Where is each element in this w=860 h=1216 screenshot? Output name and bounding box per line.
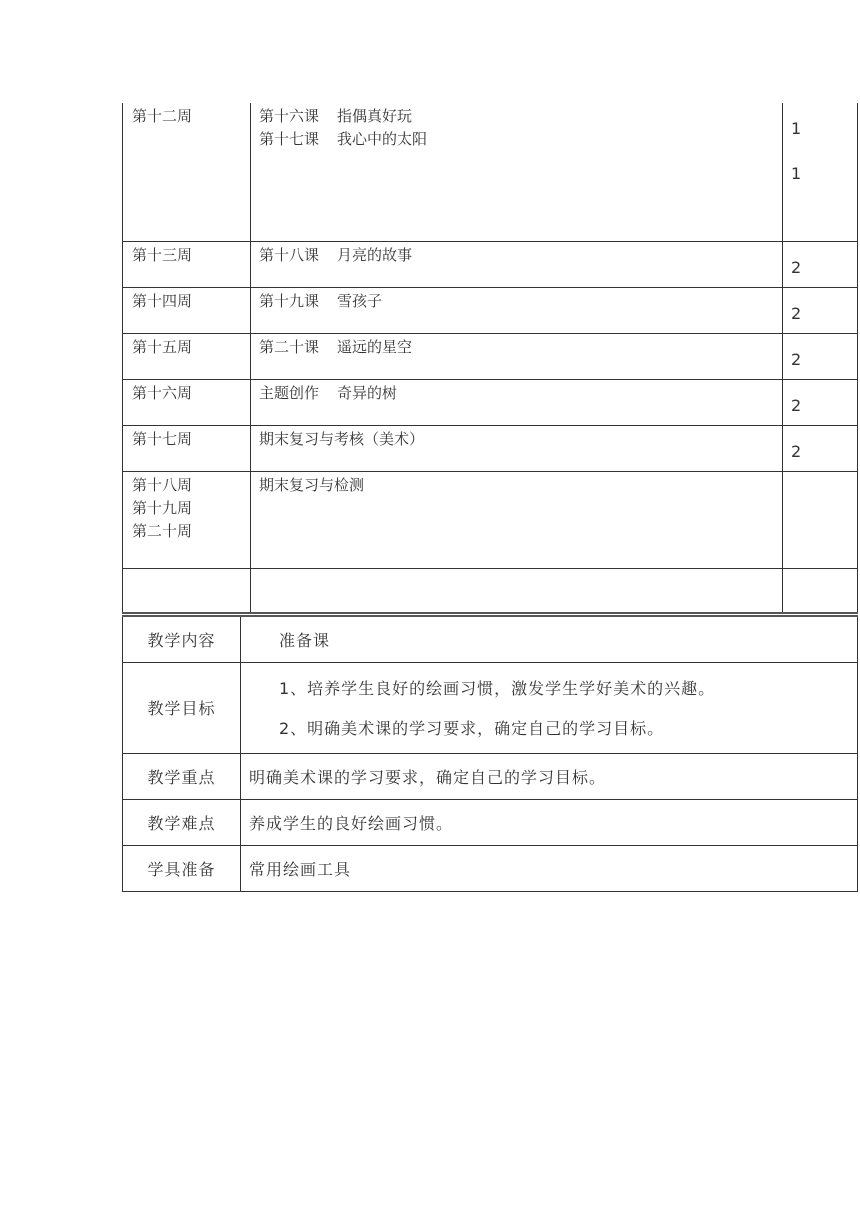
goals-label: 教学目标: [123, 662, 241, 753]
lesson-title: 奇异的树: [337, 383, 398, 402]
lesson-title: 指偶真好玩: [337, 107, 413, 125]
schedule-body: [123, 103, 858, 613]
week-label: 第十三周: [132, 245, 193, 264]
week-cell: [123, 103, 251, 241]
schedule-row: [123, 103, 858, 241]
hours-value: 1: [791, 119, 802, 138]
week-cell: [123, 379, 251, 425]
lesson-line: [259, 336, 782, 359]
week-cell: [123, 471, 251, 568]
lesson-line: [259, 428, 782, 451]
goal-item: 2、明确美术课的学习要求，确定自己的学习目标。: [279, 719, 665, 738]
lesson-number: 第十八课: [259, 245, 320, 264]
lesson-plan-table: [122, 615, 858, 892]
lesson-cell: [251, 103, 783, 241]
lesson-number: 期末复习与检测: [259, 475, 365, 494]
lesson-title: 我心中的太阳: [337, 130, 428, 148]
plan-row-tools: [123, 845, 858, 891]
lesson-cell: [251, 471, 783, 568]
goals-cell: [241, 662, 858, 753]
lesson-cell: [251, 333, 783, 379]
lesson-number: 第十九课: [259, 291, 320, 310]
goal-item: 1、培养学生良好的绘画习惯，激发学生学好美术的兴趣。: [279, 679, 716, 698]
key-label: 教学重点: [123, 753, 241, 799]
key-value: 明确美术课的学习要求，确定自己的学习目标。: [241, 753, 858, 799]
hours-value: 2: [791, 441, 802, 461]
week-cell: [123, 333, 251, 379]
hours-cell: [783, 241, 858, 287]
lesson-line: [259, 382, 782, 405]
hours-value: 2: [791, 257, 802, 277]
week-label: 第十四周: [132, 291, 193, 310]
lesson-line: [259, 128, 782, 151]
lesson-number: 第十七课: [259, 130, 320, 148]
lesson-cell: [251, 379, 783, 425]
lesson-title: 月亮的故事: [337, 245, 413, 264]
week-label: 第十九周: [132, 498, 193, 517]
lesson-cell: [251, 568, 783, 613]
lesson-line: [259, 474, 782, 497]
lesson-number: 主题创作: [259, 383, 320, 402]
schedule-row: [123, 471, 858, 568]
schedule-table: [122, 103, 858, 614]
week-cell: [123, 287, 251, 333]
plan-row-content: [123, 616, 858, 662]
plan-row-difficulty: [123, 799, 858, 845]
hours-cell: [783, 333, 858, 379]
week-label: 第十五周: [132, 337, 193, 356]
schedule-row: [123, 333, 858, 379]
content-label: 教学内容: [123, 616, 241, 662]
week-label: 第十六周: [132, 383, 193, 402]
week-label: 第十七周: [132, 429, 193, 448]
lesson-number: 第十六课: [259, 107, 320, 125]
hours-cell: [783, 287, 858, 333]
lesson-cell: [251, 287, 783, 333]
difficulty-value: 养成学生的良好绘画习惯。: [241, 799, 858, 845]
schedule-row: [123, 287, 858, 333]
lesson-cell: [251, 425, 783, 471]
week-cell: [123, 425, 251, 471]
week-cell: [123, 568, 251, 613]
difficulty-label: 教学难点: [123, 799, 241, 845]
schedule-row: [123, 379, 858, 425]
hours-value: 2: [791, 349, 802, 369]
week-cell: [123, 241, 251, 287]
tools-value: 常用绘画工具: [241, 845, 858, 891]
hours-cell: [783, 103, 858, 241]
lesson-number: 第二十课: [259, 337, 320, 356]
content-value: 准备课: [241, 616, 858, 662]
schedule-row: [123, 425, 858, 471]
hours-cell: [783, 379, 858, 425]
lesson-line: [259, 244, 782, 267]
lesson-line: [259, 105, 782, 128]
schedule-row: [123, 568, 858, 613]
week-label: 第十二周: [132, 107, 193, 125]
lesson-title: 雪孩子: [337, 291, 383, 310]
week-label: 第十八周: [132, 475, 193, 494]
tools-label: 学具准备: [123, 845, 241, 891]
schedule-row: [123, 241, 858, 287]
hours-cell: [783, 471, 858, 568]
lesson-title: 遥远的星空: [337, 337, 413, 356]
hours-value: 1: [791, 164, 802, 183]
hours-cell: [783, 425, 858, 471]
lesson-line: [259, 290, 782, 313]
plan-row-key: [123, 753, 858, 799]
hours-value: 2: [791, 395, 802, 415]
plan-row-goals: [123, 662, 858, 753]
hours-cell: [783, 568, 858, 613]
hours-value: 2: [791, 303, 802, 323]
lesson-cell: [251, 241, 783, 287]
week-label: 第二十周: [132, 521, 193, 540]
lesson-number: 期末复习与考核（美术）: [259, 429, 425, 448]
